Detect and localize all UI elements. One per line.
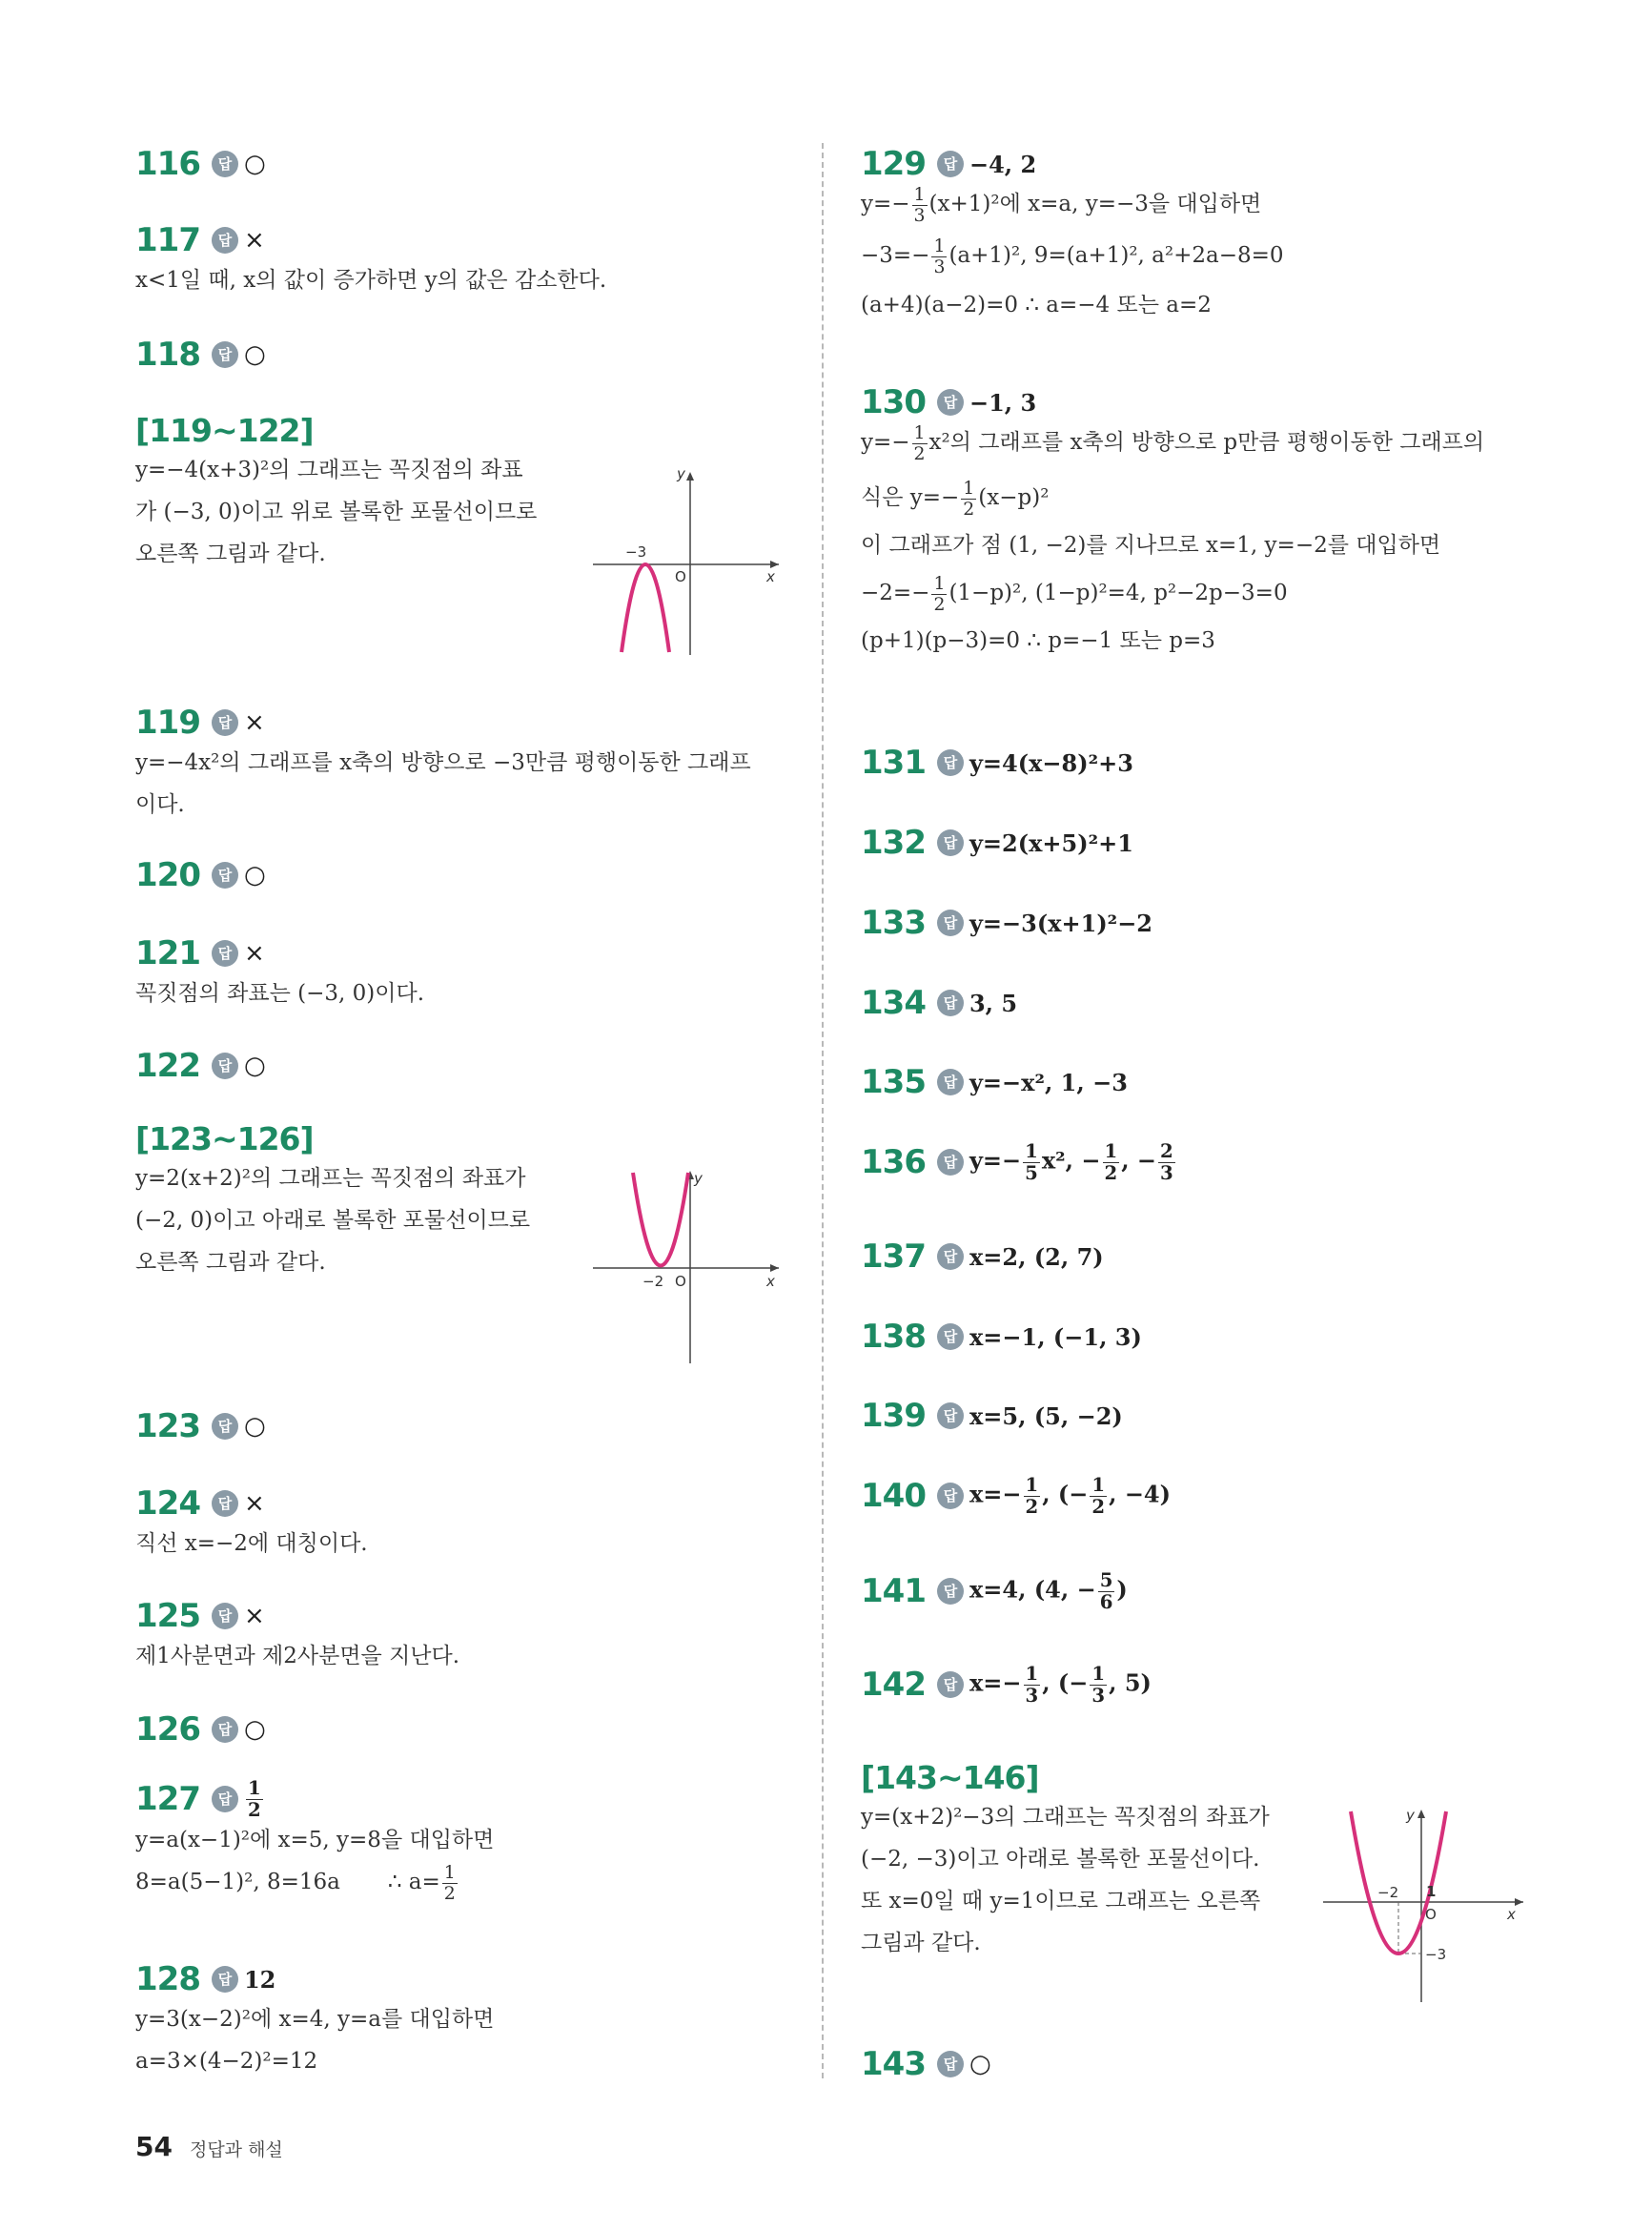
problem-number: 142 xyxy=(861,1666,926,1705)
answer-132 xyxy=(861,824,1133,862)
x-axis-arrow xyxy=(770,561,779,568)
answer-badge: 답 xyxy=(937,2051,964,2077)
answer-badge: 답 xyxy=(212,709,238,736)
explanation-line: 또 x=0일 때 y=1이므로 그래프는 오른쪽 xyxy=(861,1889,1261,1913)
answer-value: ○ xyxy=(243,340,266,369)
explanation-line: 식은 y=− $\frac{1}{2}$ (x−p)² xyxy=(861,477,1050,520)
answer-badge: 답 xyxy=(937,1578,964,1605)
answer-139 xyxy=(861,1397,1123,1435)
explanation-line: 오른쪽 그림과 같다. xyxy=(135,542,326,566)
answer-141 xyxy=(861,1571,1128,1611)
answer-value: ○ xyxy=(243,1412,266,1441)
explanation-line: 직선 x=−2에 대칭이다. xyxy=(135,1531,368,1556)
answer-value: × xyxy=(243,1489,265,1518)
explanation-line: y=(x+2)²−3의 그래프는 꼭짓점의 좌표가 xyxy=(861,1805,1270,1830)
explanation-line: 가 (−3, 0)이고 위로 볼록한 포물선이므로 xyxy=(135,500,538,524)
problem-number: 123 xyxy=(135,1407,200,1445)
answer-127 xyxy=(135,1779,494,1903)
group-143-146 xyxy=(861,1759,1528,1964)
answer-value: ○ xyxy=(243,861,266,890)
problem-number: 126 xyxy=(135,1710,200,1749)
answer-138 xyxy=(861,1318,1142,1356)
origin-label: O xyxy=(1425,1906,1437,1923)
answer-value: x=−1, (−1, 3) xyxy=(969,1322,1142,1351)
answer-badge: 답 xyxy=(212,1053,238,1079)
problem-number: 137 xyxy=(861,1238,926,1276)
y-label: y xyxy=(1406,1807,1415,1824)
problem-number: 143 xyxy=(861,2045,926,2083)
explanation-line: y=− $\frac{1}{2}$ x²의 그래프를 x축의 방향으로 p만큼 평행이동한 그래프의 xyxy=(861,421,1485,464)
answer-badge: 답 xyxy=(212,1786,238,1812)
answer-value: ○ xyxy=(243,1715,266,1744)
problem-number: 134 xyxy=(861,984,926,1022)
graph-143-146 xyxy=(1318,1807,1528,2007)
explanation-line: (−2, 0)이고 아래로 볼록한 포물선이므로 xyxy=(135,1208,531,1233)
group-title: [143~146] xyxy=(861,1759,1039,1796)
problem-number: 125 xyxy=(135,1597,200,1635)
answer-badge: 답 xyxy=(937,1323,964,1350)
answer-value: y=2(x+5)²+1 xyxy=(969,829,1133,857)
answer-143 xyxy=(861,2045,991,2083)
group-title: [119~122] xyxy=(135,412,314,449)
problem-number: 118 xyxy=(135,336,200,374)
problem-number: 124 xyxy=(135,1484,200,1523)
answer-137 xyxy=(861,1238,1104,1276)
answer-badge: 답 xyxy=(937,910,964,936)
answer-129 xyxy=(861,145,1284,326)
problem-number: 122 xyxy=(135,1047,200,1085)
answer-value: × xyxy=(243,708,265,737)
explanation-line: −2=− $\frac{1}{2}$ (1−p)², (1−p)²=4, p²−2p−3=0 xyxy=(861,572,1288,615)
answer-121 xyxy=(135,934,424,1014)
explanation-line: y=a(x−1)²에 x=5, y=8을 대입하면 xyxy=(135,1828,495,1853)
group-123-126 xyxy=(135,1120,793,1290)
problem-number: 132 xyxy=(861,824,926,862)
explanation-line: 8=a(5−1)², 8=16a ∴ a= $\frac{1}{2}$ xyxy=(135,1862,456,1904)
explanation-line: (p+1)(p−3)=0 ∴ p=−1 또는 p=3 xyxy=(861,628,1215,653)
answer-123 xyxy=(135,1407,266,1445)
answer-135 xyxy=(861,1063,1128,1101)
answer-badge: 답 xyxy=(212,1603,238,1629)
answer-125 xyxy=(135,1597,459,1677)
problem-number: 127 xyxy=(135,1780,200,1819)
explanation-line: 그림과 같다. xyxy=(861,1931,981,1955)
vertex-y-tick-label: −3 xyxy=(1425,1946,1447,1963)
y-label: y xyxy=(694,1170,703,1187)
answer-badge: 답 xyxy=(937,990,964,1016)
problem-number: 133 xyxy=(861,904,926,942)
answer-142 xyxy=(861,1665,1152,1705)
answer-badge: 답 xyxy=(937,151,964,177)
answer-value: x=5, (5, −2) xyxy=(969,1401,1123,1430)
answer-value: y=4(x−8)²+3 xyxy=(969,748,1133,777)
answer-badge: 답 xyxy=(937,829,964,856)
origin-label: O xyxy=(675,1273,686,1290)
group-119-122 xyxy=(135,412,793,585)
answer-122 xyxy=(135,1047,266,1085)
explanation-line: 이 그래프가 점 (1, −2)를 지나므로 x=1, y=−2를 대입하면 xyxy=(861,533,1441,558)
page-number: 54 xyxy=(135,2131,173,2162)
explanation-line: 오른쪽 그림과 같다. xyxy=(135,1250,326,1275)
answer-fraction: $\frac{1}{2}$ xyxy=(247,1777,261,1821)
vertex-x-tick-label: −2 xyxy=(1377,1884,1399,1901)
problem-number: 117 xyxy=(135,221,200,259)
answer-badge: 답 xyxy=(937,1402,964,1429)
problem-number: 139 xyxy=(861,1397,926,1435)
answer-badge: 답 xyxy=(212,341,238,368)
vertex-tick-label: −3 xyxy=(625,543,647,561)
problem-number: 121 xyxy=(135,934,200,972)
answer-value: x=4, (4, − $\frac{5}{6}$ ) xyxy=(969,1569,1128,1613)
x-label: x xyxy=(1507,1906,1516,1923)
answer-value: × xyxy=(243,939,265,968)
answer-value: 3, 5 xyxy=(969,989,1018,1017)
answer-badge: 답 xyxy=(937,749,964,776)
answer-badge: 답 xyxy=(212,151,238,177)
problem-number: 119 xyxy=(135,704,200,742)
x-label: x xyxy=(766,568,775,585)
answer-value: ○ xyxy=(243,150,266,178)
problem-number: 128 xyxy=(135,1960,200,1998)
answer-badge: 답 xyxy=(212,227,238,254)
answer-136 xyxy=(861,1142,1177,1182)
x-label: x xyxy=(766,1273,775,1290)
answer-badge: 답 xyxy=(212,1413,238,1440)
answer-119 xyxy=(135,704,751,826)
x-axis-arrow xyxy=(770,1264,779,1272)
y-label: y xyxy=(677,469,685,482)
answer-value: 12 xyxy=(243,1965,276,1994)
answer-value: ○ xyxy=(243,1052,266,1080)
answer-134 xyxy=(861,984,1017,1022)
answer-value: x=2, (2, 7) xyxy=(969,1242,1104,1271)
answer-124 xyxy=(135,1484,368,1565)
answer-badge: 답 xyxy=(212,862,238,889)
problem-number: 141 xyxy=(861,1572,926,1611)
answer-value: ○ xyxy=(969,2050,991,2078)
answer-value: y=− $\frac{1}{5}$ x², − $\frac{1}{2}$ , − $\frac{2}{3}$ xyxy=(969,1140,1173,1184)
answer-value: −4, 2 xyxy=(969,150,1037,178)
problem-number: 135 xyxy=(861,1063,926,1101)
answer-126 xyxy=(135,1710,266,1749)
answer-117 xyxy=(135,221,606,301)
explanation-line: y=2(x+2)²의 그래프는 꼭짓점의 좌표가 xyxy=(135,1166,526,1191)
answer-128 xyxy=(135,1960,494,2082)
explanation-line: x<1일 때, x의 값이 증가하면 y의 값은 감소한다. xyxy=(135,268,607,293)
explanation-line: y=− $\frac{1}{3}$ (x+1)²에 x=a, y=−3을 대입하면 xyxy=(861,183,1262,226)
answer-badge: 답 xyxy=(937,1671,964,1698)
y-intercept-label: 1 xyxy=(1426,1883,1437,1900)
problem-number: 136 xyxy=(861,1143,926,1182)
answer-value: × xyxy=(243,226,265,255)
answer-badge: 답 xyxy=(212,1716,238,1743)
answer-badge: 답 xyxy=(212,1490,238,1517)
answer-value: × xyxy=(243,1602,265,1630)
y-axis-arrow xyxy=(1417,1810,1425,1818)
answer-131 xyxy=(861,744,1133,782)
group-title: [123~126] xyxy=(135,1120,314,1157)
answer-badge: 답 xyxy=(937,389,964,416)
answer-value: x=− $\frac{1}{2}$ , (− $\frac{1}{2}$ , −4) xyxy=(969,1474,1171,1518)
problem-number: 140 xyxy=(861,1477,926,1516)
graph-119-122 xyxy=(593,469,784,660)
x-axis-arrow xyxy=(1515,1898,1523,1906)
vertex-tick-label: −2 xyxy=(642,1273,664,1290)
answer-badge: 답 xyxy=(937,1243,964,1270)
explanation-line: 이다. xyxy=(135,792,185,817)
explanation-line: a=3×(4−2)²=12 xyxy=(135,2049,318,2074)
answer-118 xyxy=(135,336,266,374)
answer-badge: 답 xyxy=(937,1483,964,1509)
answer-badge: 답 xyxy=(937,1069,964,1095)
answer-130 xyxy=(861,383,1484,662)
footer-title: 정답과 해설 xyxy=(189,2139,283,2160)
explanation-line: 꼭짓점의 좌표는 (−3, 0)이다. xyxy=(135,981,425,1006)
y-axis-arrow xyxy=(686,472,694,481)
answer-value: y=−x², 1, −3 xyxy=(969,1068,1128,1096)
parabola-curve xyxy=(633,1173,688,1266)
problem-number: 138 xyxy=(861,1318,926,1356)
answer-116 xyxy=(135,145,266,183)
explanation-line: y=3(x−2)²에 x=4, y=a를 대입하면 xyxy=(135,2007,495,2032)
problem-number: 130 xyxy=(861,383,926,421)
problem-number: 129 xyxy=(861,145,926,183)
page-footer xyxy=(135,2131,283,2162)
parabola-curve xyxy=(622,564,669,652)
answer-badge: 답 xyxy=(212,1966,238,1993)
explanation-line: (a+4)(a−2)=0 ∴ a=−4 또는 a=2 xyxy=(861,293,1212,317)
answer-badge: 답 xyxy=(937,1149,964,1176)
explanation-line: (−2, −3)이고 아래로 볼록한 포물선이다. xyxy=(861,1847,1260,1872)
answer-badge: 답 xyxy=(212,940,238,967)
answer-value: −1, 3 xyxy=(969,388,1037,417)
problem-number: 120 xyxy=(135,856,200,894)
column-divider xyxy=(822,143,824,2078)
answer-value: x=− $\frac{1}{3}$ , (− $\frac{1}{3}$ , 5) xyxy=(969,1663,1152,1707)
explanation-line: −3=− $\frac{1}{3}$ (a+1)², 9=(a+1)², a²+2a−8=0 xyxy=(861,235,1284,277)
graph-123-126 xyxy=(593,1168,784,1368)
answer-133 xyxy=(861,904,1152,942)
answer-value: y=−3(x+1)²−2 xyxy=(969,909,1152,937)
answer-140 xyxy=(861,1476,1171,1516)
explanation-line: y=−4(x+3)²의 그래프는 꼭짓점의 좌표 xyxy=(135,458,523,482)
explanation-line: y=−4x²의 그래프를 x축의 방향으로 −3만큼 평행이동한 그래프 xyxy=(135,750,751,775)
problem-number: 131 xyxy=(861,744,926,782)
answer-120 xyxy=(135,856,266,894)
problem-number: 116 xyxy=(135,145,200,183)
origin-label: O xyxy=(675,568,686,585)
explanation-line: 제1사분면과 제2사분면을 지난다. xyxy=(135,1644,460,1668)
